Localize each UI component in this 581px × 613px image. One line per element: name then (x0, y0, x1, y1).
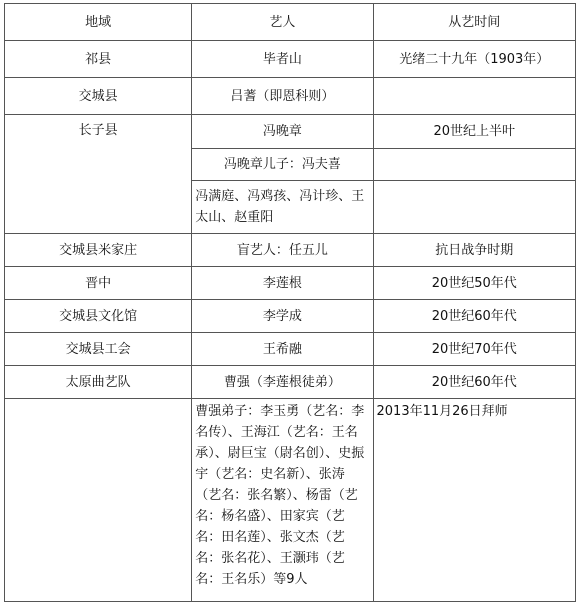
cell-time (373, 149, 576, 181)
cell-artist: 冯晚章儿子：冯夫喜 (192, 149, 373, 181)
cell-artist: 吕蓍（即恩科则） (192, 78, 373, 115)
table-row (5, 78, 576, 115)
cell-region: 祁县 (5, 41, 192, 78)
cell-artist: 曹强弟子：李玉勇（艺名：李名传）、王海江（艺名：王名承）、尉巨宝（尉名创）、史振宇（艺名：史名新）、张涛（艺名：张名繁）、杨雷（艺名：杨名盛）、田家宾（艺名：田名莲）、张文杰（艺名：张名花）、王灏玮（艺名：王名乐）等9人 (192, 399, 373, 602)
cell-artist: 曹强（李莲根徒弟） (192, 366, 373, 399)
cell-time: 20世纪60年代 (373, 300, 576, 333)
column-header-time: 从艺时间 (373, 4, 576, 41)
cell-artist: 毕者山 (192, 41, 373, 78)
cell-time: 光绪二十九年（1903年） (373, 41, 576, 78)
cell-artist: 盲艺人：任五儿 (192, 234, 373, 267)
table-header-row (5, 4, 576, 41)
cell-time (373, 78, 576, 115)
cell-time: 2013年11月26日拜师 (373, 399, 576, 602)
cell-time: 20世纪50年代 (373, 267, 576, 300)
cell-region: 交城县工会 (5, 333, 192, 366)
table-row (5, 41, 576, 78)
cell-artist: 王希融 (192, 333, 373, 366)
cell-artist: 冯满庭、冯鸡孩、冯计珍、王太山、赵重阳 (192, 181, 373, 234)
table-row (5, 234, 576, 267)
table-row (5, 115, 576, 149)
cell-artist: 李莲根 (192, 267, 373, 300)
cell-region: 交城县 (5, 78, 192, 115)
cell-time: 20世纪70年代 (373, 333, 576, 366)
cell-time: 抗日战争时期 (373, 234, 576, 267)
cell-region (5, 399, 192, 602)
cell-time (373, 181, 576, 234)
table-row (5, 267, 576, 300)
table-row (5, 366, 576, 399)
cell-artist: 冯晚章 (192, 115, 373, 149)
cell-region: 长子县 (5, 115, 192, 234)
cell-artist: 李学成 (192, 300, 373, 333)
cell-time: 20世纪上半叶 (373, 115, 576, 149)
cell-region: 交城县米家庄 (5, 234, 192, 267)
column-header-artist: 艺人 (192, 4, 373, 41)
artist-lineage-table (4, 3, 576, 602)
cell-region: 晋中 (5, 267, 192, 300)
table-row (5, 399, 576, 602)
column-header-region: 地域 (5, 4, 192, 41)
cell-region: 交城县文化馆 (5, 300, 192, 333)
table-row (5, 333, 576, 366)
table-row (5, 300, 576, 333)
cell-time: 20世纪60年代 (373, 366, 576, 399)
cell-region: 太原曲艺队 (5, 366, 192, 399)
